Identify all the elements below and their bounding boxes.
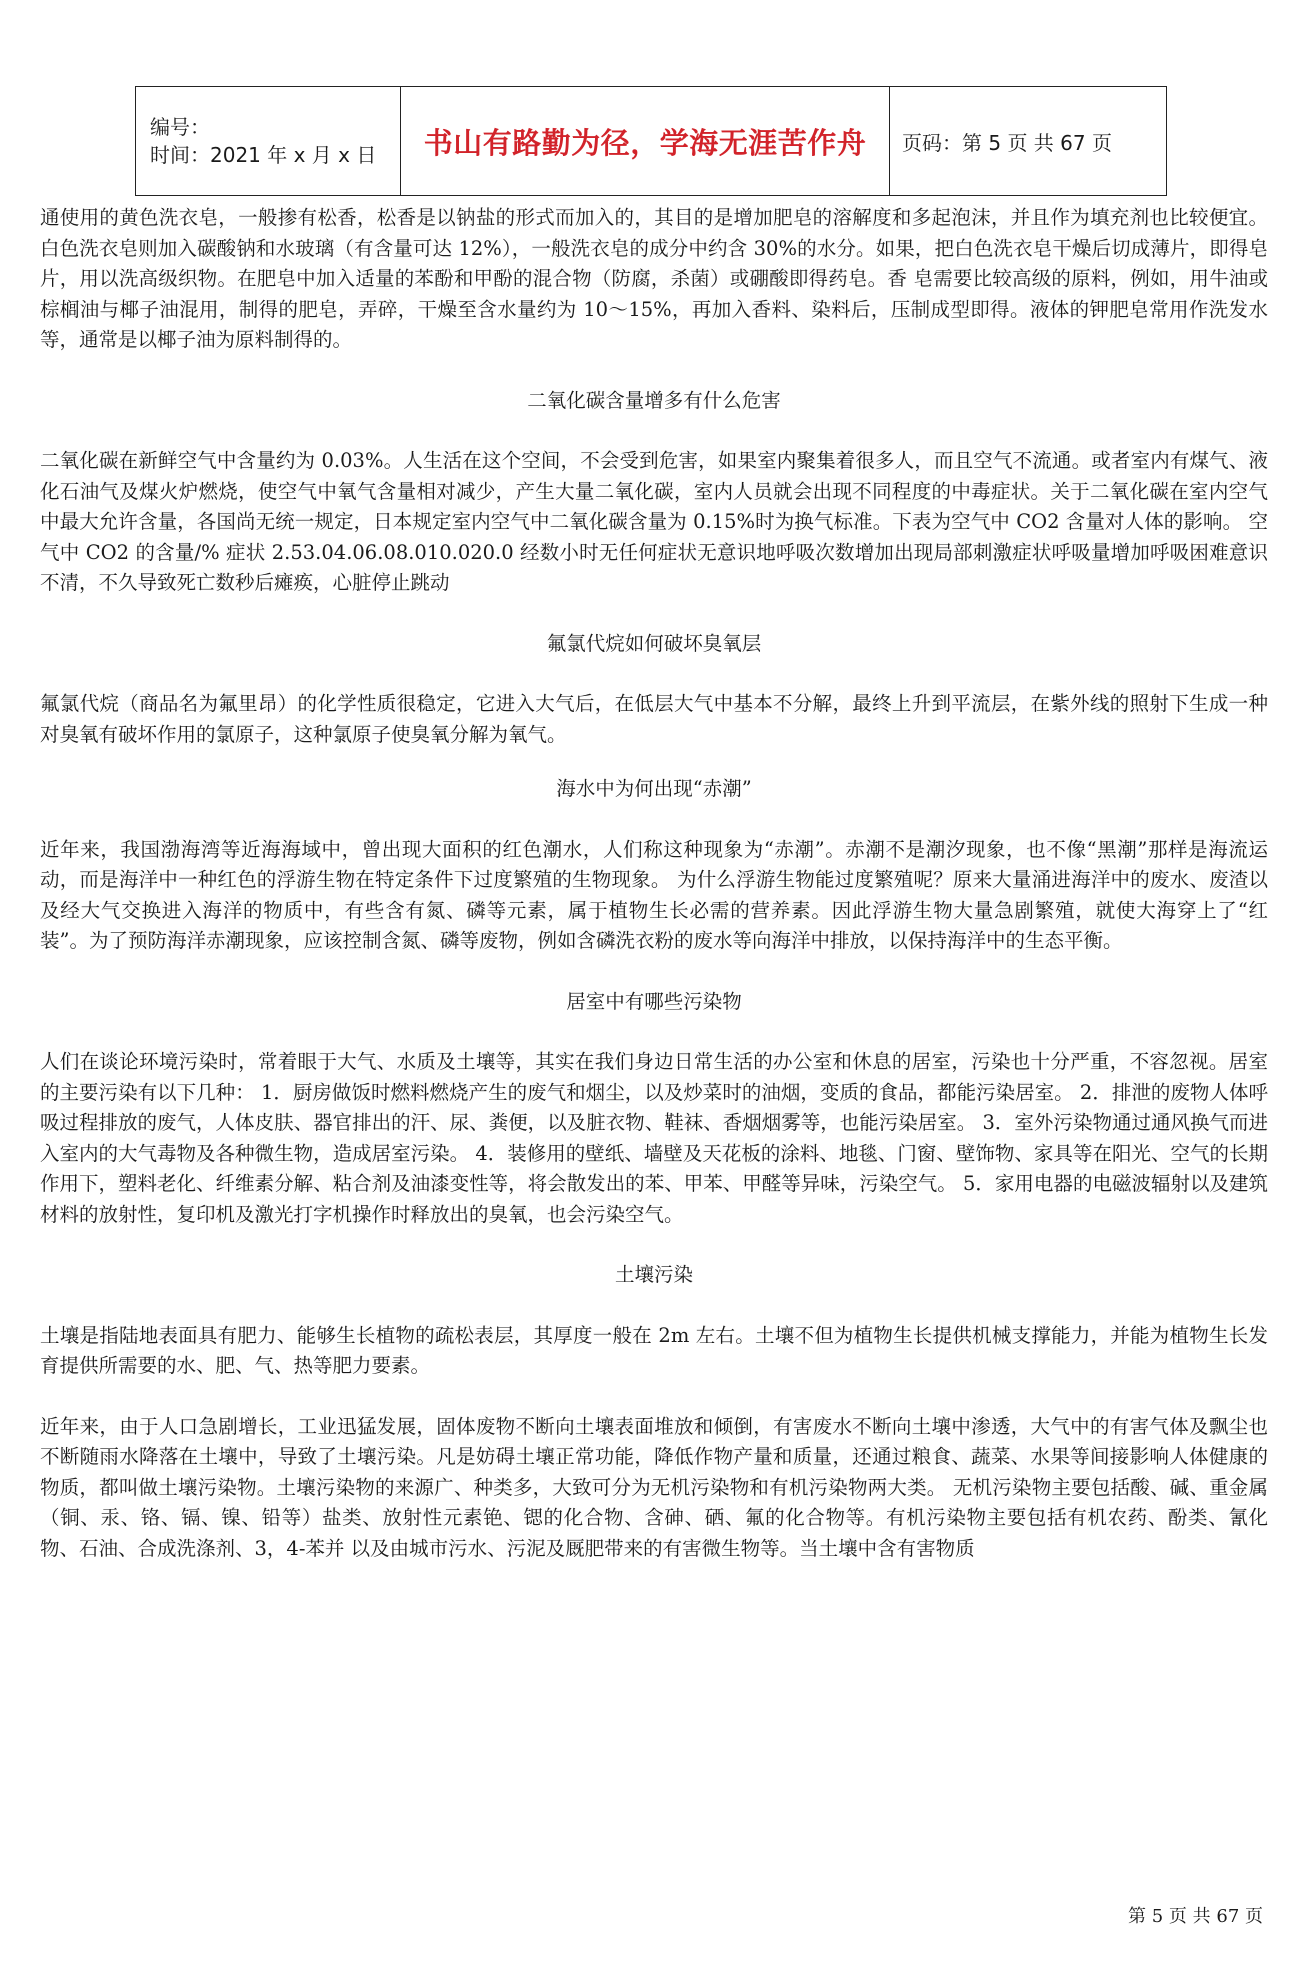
section-paragraph-co2: 二氧化碳在新鲜空气中含量约为 0.03%。人生活在这个空间，不会受到危害，如果室内聚集着很多人，而且空气不流通。或者室内有煤气、液化石油气及煤火炉燃烧，使空气中氧气含量相对减少，产生大量二氧化碳，室内人员就会出现不同程度的中毒症状。关于二氧化碳在室内空气中最大允许含量，各国尚无统一规定，日本规定室内空气中二氧化碳含量为 0.15%时为换气标准。下表为空气中 CO2 含量对人体的影响。 空气中 CO2 的含量/% 症状 2.53.04.06.08.010.020.0 经数小时无任何症状无意识地呼吸次数增加出现局部刺激症状呼吸量增加呼吸困难意识不清，不久导致死亡数秒后瘫痪，心脏停止跳动 [40, 449, 1268, 594]
header-page-number: 页码：第 5 页 共 67 页 [890, 87, 1167, 196]
document-header [135, 86, 1167, 196]
header-meta [136, 87, 401, 196]
section-paragraph-indoor: 人们在谈论环境污染时，常着眼于大气、水质及土壤等，其实在我们身边日常生活的办公室和休息的居室，污染也十分严重，不容忽视。居室的主要污染有以下几种： 1．厨房做饭时燃料燃烧产生的废气和烟尘，以及炒菜时的油烟，变质的食品，都能污染居室。 2．排泄的废物人体呼吸过程排放的废气，人体皮肤、器官排出的汗、尿、粪便，以及脏衣物、鞋袜、香烟烟雾等，也能污染居室。 3．室外污染物通过通风换气而进入室内的大气毒物及各种微生物，造成居室污染。 4．装修用的壁纸、墙壁及天花板的涂料、地毯、门窗、壁饰物、家具等在阳光、空气的长期作用下，塑料老化、纤维素分解、粘合剂及油漆变性等，将会散发出的苯、甲苯、甲醛等异味，污染空气。 5．家用电器的电磁波辐射以及建筑材料的放射性，复印机及激光打字机操作时释放出的臭氧，也会污染空气。 [40, 1050, 1268, 1226]
section-title-soil: 土壤污染 [614, 1263, 693, 1286]
section-title-co2: 二氧化碳含量增多有什么危害 [527, 388, 781, 412]
footer-page-number: 第 5 页 共 67 页 [1128, 1906, 1263, 1927]
section-paragraph-cfc: 氟氯代烷（商品名为氟里昂）的化学性质很稳定，它进入大气后，在低层大气中基本不分解，最终上升到平流层，在紫外线的照射下生成一种对臭氧有破坏作用的氯原子，这种氯原子使臭氧分解为氧气。 [40, 692, 1268, 746]
header-motto-cell [401, 87, 890, 196]
document-time: 时间：2021 年 x 月 x 日 [150, 143, 377, 167]
section-paragraph-soil-2: 近年来，由于人口急剧增长，工业迅猛发展，固体废物不断向土壤表面堆放和倾倒，有害废水不断向土壤中渗透，大气中的有害气体及飘尘也不断随雨水降落在土壤中，导致了土壤污染。凡是妨碍土壤正常功能，降低作物产量和质量，还通过粮食、蔬菜、水果等间接影响人体健康的物质，都叫做土壤污染物。土壤污染物的来源广、种类多，大致可分为无机污染物和有机污染物两大类。 无机污染物主要包括酸、碱、重金属（铜、汞、铬、镉、镍、铅等）盐类、放射性元素铯、锶的化合物、含砷、硒、氟的化合物等。有机污染物主要包括有机农药、酚类、氰化物、石油、合成洗涤剂、3，4-苯并 以及由城市污水、污泥及厩肥带来的有害微生物等。当土壤中含有害物质 [40, 1414, 1268, 1560]
document-number: 编号： [150, 115, 210, 139]
intro-paragraph: 通使用的黄色洗衣皂，一般掺有松香，松香是以钠盐的形式而加入的，其目的是增加肥皂的溶解度和多起泡沫，并且作为填充剂也比较便宜。白色洗衣皂则加入碳酸钠和水玻璃（有含量可达 12%），一般洗衣皂的成分中约含 30%的水分。如果，把白色洗衣皂干燥后切成薄片，即得皂片，用以洗高级织物。在肥皂中加入适量的苯酚和甲酚的混合物（防腐，杀菌）或硼酸即得药皂。香 皂需要比较高级的原料，例如，用牛油或棕榈油与椰子油混用，制得的肥皂，弄碎，干燥至含水量约为 10～15%，再加入香料、染料后，压制成型即得。液体的钾肥皂常用作洗发水等，通常是以椰子油为原料制得的。 [40, 206, 1268, 351]
section-title-red-tide: 海水中为何出现“赤潮” [556, 777, 752, 800]
section-title-indoor: 居室中有哪些污染物 [566, 989, 742, 1013]
section-paragraph-red-tide: 近年来，我国渤海湾等近海海域中，曾出现大面积的红色潮水，人们称这种现象为“赤潮”。赤潮不是潮汐现象，也不像“黑潮”那样是海流运动，而是海洋中一种红色的浮游生物在特定条件下过度繁殖的生物现象。 为什么浮游生物能过度繁殖呢？原来大量涌进海洋中的废水、废渣以及经大气交换进入海洋的物质中，有些含有氮、磷等元素，属于植物生长必需的营养素。因此浮游生物大量急剧繁殖，就使大海穿上了“红装”。为了预防海洋赤潮现象，应该控制含氮、磷等废物，例如含磷洗衣粉的废水等向海洋中排放，以保持海洋中的生态平衡。 [40, 837, 1268, 952]
section-paragraph-soil-1: 土壤是指陆地表面具有肥力、能够生长植物的疏松表层，其厚度一般在 2m 左右。土壤不但为植物生长提供机械支撑能力，并能为植物生长发育提供所需要的水、肥、气、热等肥力要素。 [40, 1323, 1268, 1377]
section-title-cfc: 氟氯代烷如何破坏臭氧层 [546, 631, 762, 655]
header-motto: 书山有路勤为径，学海无涯苦作舟 [423, 125, 867, 160]
document-body [40, 203, 1268, 1564]
